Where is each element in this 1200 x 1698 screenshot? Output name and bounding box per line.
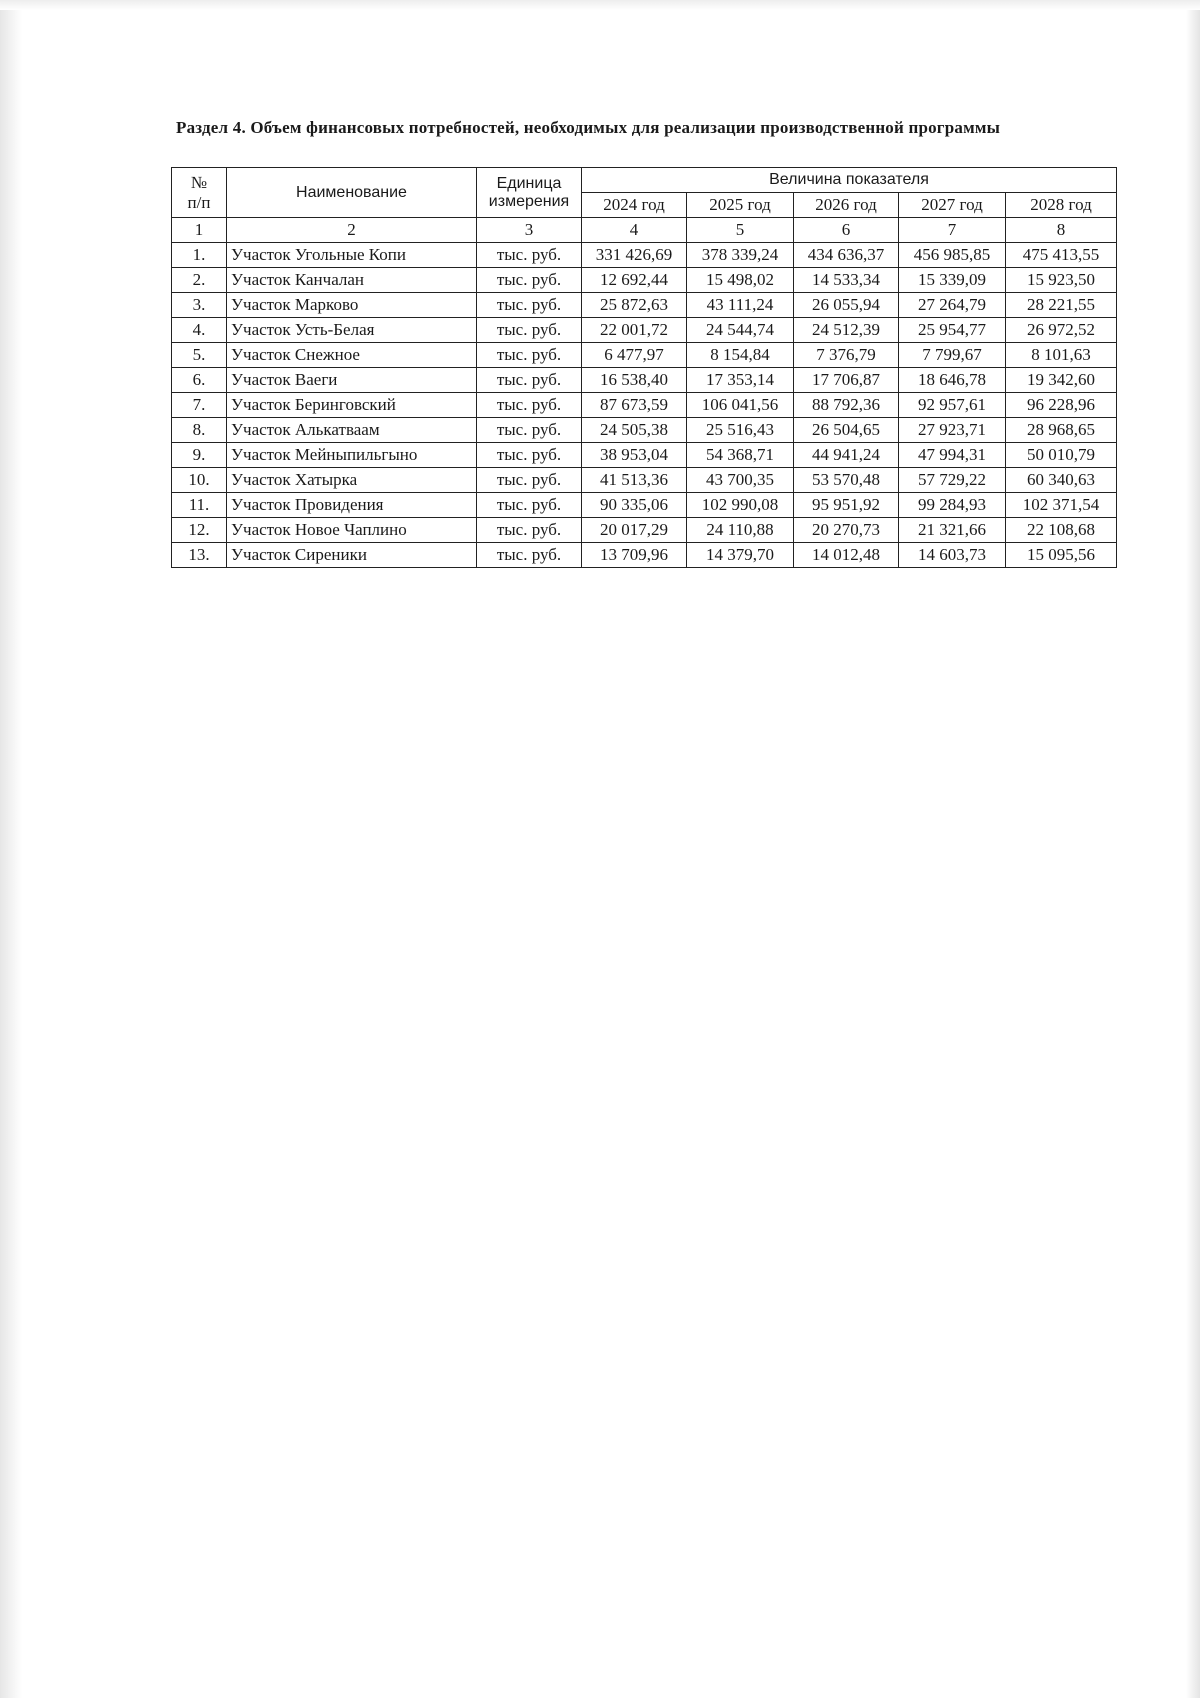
row-value: 15 339,09 bbox=[899, 268, 1006, 293]
row-value: 24 505,38 bbox=[582, 418, 687, 443]
table-row bbox=[172, 493, 1117, 518]
row-unit: тыс. руб. bbox=[477, 518, 582, 543]
row-number: 1. bbox=[172, 243, 227, 268]
table-row bbox=[172, 243, 1117, 268]
row-value: 8 154,84 bbox=[687, 343, 794, 368]
row-value: 25 516,43 bbox=[687, 418, 794, 443]
row-value: 12 692,44 bbox=[582, 268, 687, 293]
table-row bbox=[172, 293, 1117, 318]
row-name: Участок Беринговский bbox=[227, 393, 477, 418]
row-value: 17 353,14 bbox=[687, 368, 794, 393]
row-number: 10. bbox=[172, 468, 227, 493]
row-number: 12. bbox=[172, 518, 227, 543]
header-unit bbox=[477, 168, 582, 218]
row-name: Участок Марково bbox=[227, 293, 477, 318]
row-value: 13 709,96 bbox=[582, 543, 687, 568]
row-value: 15 923,50 bbox=[1006, 268, 1117, 293]
row-unit: тыс. руб. bbox=[477, 318, 582, 343]
column-number-row bbox=[172, 218, 1117, 243]
row-name: Участок Сиреники bbox=[227, 543, 477, 568]
row-value: 88 792,36 bbox=[794, 393, 899, 418]
row-value: 90 335,06 bbox=[582, 493, 687, 518]
row-number: 8. bbox=[172, 418, 227, 443]
row-value: 47 994,31 bbox=[899, 443, 1006, 468]
header-year: 2026 год bbox=[794, 193, 899, 218]
table-row bbox=[172, 518, 1117, 543]
row-unit: тыс. руб. bbox=[477, 418, 582, 443]
row-value: 475 413,55 bbox=[1006, 243, 1117, 268]
row-value: 26 055,94 bbox=[794, 293, 899, 318]
row-name: Участок Провидения bbox=[227, 493, 477, 518]
row-value: 22 001,72 bbox=[582, 318, 687, 343]
table-row bbox=[172, 343, 1117, 368]
row-value: 7 376,79 bbox=[794, 343, 899, 368]
row-value: 18 646,78 bbox=[899, 368, 1006, 393]
table-row bbox=[172, 468, 1117, 493]
row-value: 15 498,02 bbox=[687, 268, 794, 293]
column-number: 2 bbox=[227, 218, 477, 243]
row-value: 434 636,37 bbox=[794, 243, 899, 268]
row-unit: тыс. руб. bbox=[477, 343, 582, 368]
table-row bbox=[172, 393, 1117, 418]
row-name: Участок Алькатваам bbox=[227, 418, 477, 443]
row-value: 26 504,65 bbox=[794, 418, 899, 443]
row-value: 44 941,24 bbox=[794, 443, 899, 468]
column-number: 1 bbox=[172, 218, 227, 243]
row-unit: тыс. руб. bbox=[477, 268, 582, 293]
row-unit: тыс. руб. bbox=[477, 293, 582, 318]
row-value: 16 538,40 bbox=[582, 368, 687, 393]
row-unit: тыс. руб. bbox=[477, 393, 582, 418]
row-value: 38 953,04 bbox=[582, 443, 687, 468]
row-value: 87 673,59 bbox=[582, 393, 687, 418]
row-number: 3. bbox=[172, 293, 227, 318]
row-value: 15 095,56 bbox=[1006, 543, 1117, 568]
row-name: Участок Новое Чаплино bbox=[227, 518, 477, 543]
table-body bbox=[172, 243, 1117, 568]
header-year: 2025 год bbox=[687, 193, 794, 218]
row-value: 378 339,24 bbox=[687, 243, 794, 268]
row-value: 14 603,73 bbox=[899, 543, 1006, 568]
column-number: 6 bbox=[794, 218, 899, 243]
row-value: 28 968,65 bbox=[1006, 418, 1117, 443]
row-unit: тыс. руб. bbox=[477, 543, 582, 568]
header-row-1 bbox=[172, 168, 1117, 193]
header-number-line1: № bbox=[190, 172, 208, 192]
row-value: 17 706,87 bbox=[794, 368, 899, 393]
table-row bbox=[172, 368, 1117, 393]
row-value: 95 951,92 bbox=[794, 493, 899, 518]
row-value: 43 111,24 bbox=[687, 293, 794, 318]
row-number: 7. bbox=[172, 393, 227, 418]
column-number: 8 bbox=[1006, 218, 1117, 243]
header-number-line2: п/п bbox=[187, 192, 211, 212]
row-value: 456 985,85 bbox=[899, 243, 1006, 268]
row-number: 9. bbox=[172, 443, 227, 468]
row-value: 102 990,08 bbox=[687, 493, 794, 518]
row-value: 60 340,63 bbox=[1006, 468, 1117, 493]
row-unit: тыс. руб. bbox=[477, 368, 582, 393]
row-value: 41 513,36 bbox=[582, 468, 687, 493]
row-name: Участок Хатырка bbox=[227, 468, 477, 493]
row-value: 27 264,79 bbox=[899, 293, 1006, 318]
row-value: 8 101,63 bbox=[1006, 343, 1117, 368]
header-year: 2024 год bbox=[582, 193, 687, 218]
column-number: 4 bbox=[582, 218, 687, 243]
table-row bbox=[172, 443, 1117, 468]
row-name: Участок Канчалан bbox=[227, 268, 477, 293]
scan-edge-right bbox=[1186, 0, 1200, 1698]
row-number: 5. bbox=[172, 343, 227, 368]
column-number: 5 bbox=[687, 218, 794, 243]
row-value: 28 221,55 bbox=[1006, 293, 1117, 318]
row-value: 20 017,29 bbox=[582, 518, 687, 543]
row-value: 106 041,56 bbox=[687, 393, 794, 418]
row-name: Участок Усть-Белая bbox=[227, 318, 477, 343]
section-title: Раздел 4. Объем финансовых потребностей, необходимых для реализации производственной программы bbox=[176, 118, 1001, 137]
row-unit: тыс. руб. bbox=[477, 468, 582, 493]
row-value: 54 368,71 bbox=[687, 443, 794, 468]
row-value: 43 700,35 bbox=[687, 468, 794, 493]
table-row bbox=[172, 268, 1117, 293]
row-value: 14 012,48 bbox=[794, 543, 899, 568]
row-value: 20 270,73 bbox=[794, 518, 899, 543]
row-number: 2. bbox=[172, 268, 227, 293]
row-value: 96 228,96 bbox=[1006, 393, 1117, 418]
row-value: 19 342,60 bbox=[1006, 368, 1117, 393]
row-name: Участок Снежное bbox=[227, 343, 477, 368]
row-value: 92 957,61 bbox=[899, 393, 1006, 418]
header-year: 2028 год bbox=[1006, 193, 1117, 218]
row-value: 99 284,93 bbox=[899, 493, 1006, 518]
row-name: Участок Угольные Копи bbox=[227, 243, 477, 268]
row-unit: тыс. руб. bbox=[477, 443, 582, 468]
row-value: 24 110,88 bbox=[687, 518, 794, 543]
header-unit-line1: Единица bbox=[496, 174, 562, 192]
row-number: 11. bbox=[172, 493, 227, 518]
row-value: 331 426,69 bbox=[582, 243, 687, 268]
column-number: 7 bbox=[899, 218, 1006, 243]
row-value: 22 108,68 bbox=[1006, 518, 1117, 543]
table-row bbox=[172, 418, 1117, 443]
header-name: Наименование bbox=[227, 168, 477, 218]
row-unit: тыс. руб. bbox=[477, 243, 582, 268]
row-unit: тыс. руб. bbox=[477, 493, 582, 518]
row-value: 102 371,54 bbox=[1006, 493, 1117, 518]
row-name: Участок Мейныпильгыно bbox=[227, 443, 477, 468]
header-unit-line2: измерения bbox=[488, 192, 570, 210]
header-value-group: Величина показателя bbox=[582, 168, 1117, 193]
financial-needs-table bbox=[171, 167, 1117, 568]
row-value: 14 379,70 bbox=[687, 543, 794, 568]
row-value: 24 544,74 bbox=[687, 318, 794, 343]
table-row bbox=[172, 318, 1117, 343]
table-row bbox=[172, 543, 1117, 568]
row-number: 4. bbox=[172, 318, 227, 343]
scan-edge-top bbox=[0, 0, 1200, 10]
header-number bbox=[172, 168, 227, 218]
row-value: 6 477,97 bbox=[582, 343, 687, 368]
row-value: 50 010,79 bbox=[1006, 443, 1117, 468]
header-year: 2027 год bbox=[899, 193, 1006, 218]
column-number: 3 bbox=[477, 218, 582, 243]
scan-edge-left bbox=[0, 0, 22, 1698]
row-value: 26 972,52 bbox=[1006, 318, 1117, 343]
row-value: 53 570,48 bbox=[794, 468, 899, 493]
row-number: 13. bbox=[172, 543, 227, 568]
row-value: 24 512,39 bbox=[794, 318, 899, 343]
row-name: Участок Ваеги bbox=[227, 368, 477, 393]
row-value: 21 321,66 bbox=[899, 518, 1006, 543]
row-value: 25 872,63 bbox=[582, 293, 687, 318]
row-value: 57 729,22 bbox=[899, 468, 1006, 493]
row-value: 25 954,77 bbox=[899, 318, 1006, 343]
row-value: 7 799,67 bbox=[899, 343, 1006, 368]
row-number: 6. bbox=[172, 368, 227, 393]
row-value: 27 923,71 bbox=[899, 418, 1006, 443]
row-value: 14 533,34 bbox=[794, 268, 899, 293]
